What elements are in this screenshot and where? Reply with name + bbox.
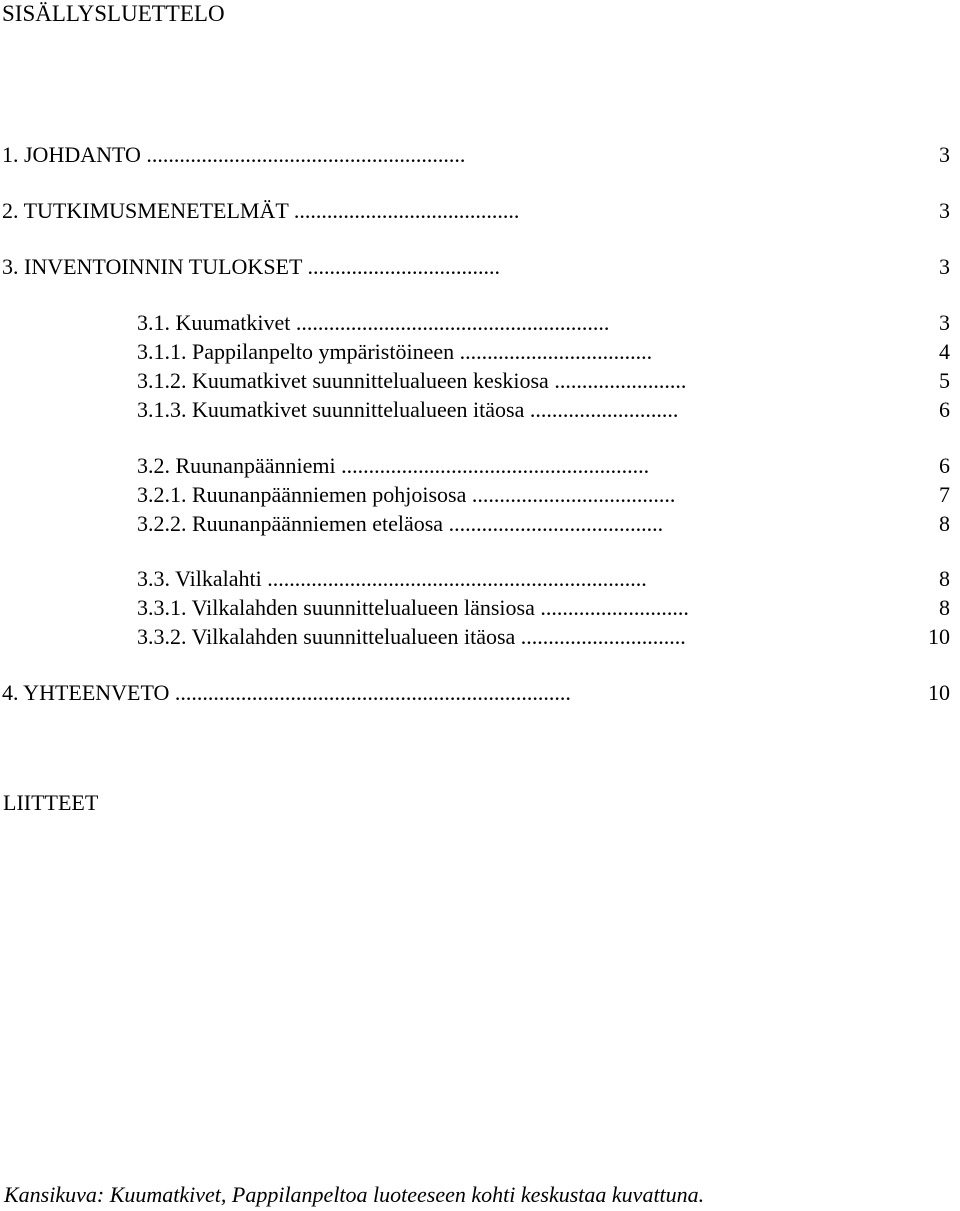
- toc-page-number: 3: [939, 142, 950, 167]
- toc-entry-text: 3.3.2. Vilkalahden suunnittelualueen itäosa ..............................: [137, 624, 686, 649]
- toc-page-number: 4: [939, 339, 950, 364]
- toc-entry-text: 3.1.1. Pappilanpelto ympäristöineen ...................................: [137, 339, 653, 364]
- cover-caption: Kansikuva: Kuumatkivet, Pappilanpeltoa luoteeseen kohti keskustaa kuvattuna.: [4, 1182, 705, 1207]
- toc-page-number: 8: [939, 566, 950, 591]
- toc-entry-vilkalahti-itaosa[interactable]: [137, 624, 822, 650]
- toc-entry-ruunanpaanniemi-etelaosa[interactable]: [137, 511, 822, 537]
- toc-entry-inventoinnin-tulokset[interactable]: [2, 254, 822, 280]
- toc-entry-text: 3.1.3. Kuumatkivet suunnittelualueen itäosa ...........................: [137, 397, 679, 422]
- toc-page-number: 3: [939, 198, 950, 223]
- toc-entry-text: 3.3. Vilkalahti .....................................................................: [137, 566, 647, 591]
- toc-entry-text: 3.1. Kuumatkivet .........................................................: [137, 310, 610, 335]
- toc-entry-ruunanpaanniemi-pohjoisosa[interactable]: [137, 482, 822, 508]
- toc-entry-text: 2. TUTKIMUSMENETELMÄT .........................................: [2, 198, 520, 223]
- toc-entry-kuumatkivet-itaosa[interactable]: [137, 397, 822, 423]
- toc-title: SISÄLLYSLUETTELO: [2, 1, 225, 26]
- toc-entry-text: 3.2. Ruunanpäänniemi ........................................................: [137, 453, 650, 478]
- toc-page-number: 5: [939, 368, 950, 393]
- toc-entry-text: 3.3.1. Vilkalahden suunnittelualueen länsiosa ...........................: [137, 595, 689, 620]
- toc-entry-vilkalahti[interactable]: [137, 566, 822, 592]
- toc-entry-text: 3.2.1. Ruunanpäänniemen pohjoisosa .....................................: [137, 482, 676, 507]
- toc-entry-tutkimusmenetelmat[interactable]: [2, 198, 822, 224]
- toc-entry-text: 3. INVENTOINNIN TULOKSET ...................................: [2, 254, 501, 279]
- toc-entry-johdanto[interactable]: [2, 142, 822, 168]
- toc-entry-kuumatkivet[interactable]: [137, 310, 822, 336]
- toc-page-number: 10: [928, 624, 950, 649]
- toc-entry-vilkalahti-lansiosa[interactable]: [137, 595, 822, 621]
- toc-page-number: 8: [939, 595, 950, 620]
- toc-entry-kuumatkivet-keskiosa[interactable]: [137, 368, 822, 394]
- appendix-heading: LIITTEET: [3, 790, 99, 815]
- toc-entry-pappilanpelto[interactable]: [137, 339, 822, 365]
- toc-entry-text: 3.1.2. Kuumatkivet suunnittelualueen keskiosa ........................: [137, 368, 687, 393]
- toc-page-number: 3: [939, 310, 950, 335]
- toc-page-number: 10: [928, 680, 950, 705]
- toc-entry-text: 4. YHTEENVETO ........................................................................: [2, 680, 571, 705]
- toc-page-number: 6: [939, 397, 950, 422]
- toc-entry-text: 1. JOHDANTO ..........................................................: [2, 142, 466, 167]
- toc-page-number: 7: [939, 482, 950, 507]
- toc-page-number: 8: [939, 511, 950, 536]
- toc-entry-ruunanpaanniemi[interactable]: [137, 453, 822, 479]
- toc-entry-text: 3.2.2. Ruunanpäänniemen eteläosa .......................................: [137, 511, 664, 536]
- toc-page-number: 3: [939, 254, 950, 279]
- toc-page-number: 6: [939, 453, 950, 478]
- toc-entry-yhteenveto[interactable]: [2, 680, 822, 706]
